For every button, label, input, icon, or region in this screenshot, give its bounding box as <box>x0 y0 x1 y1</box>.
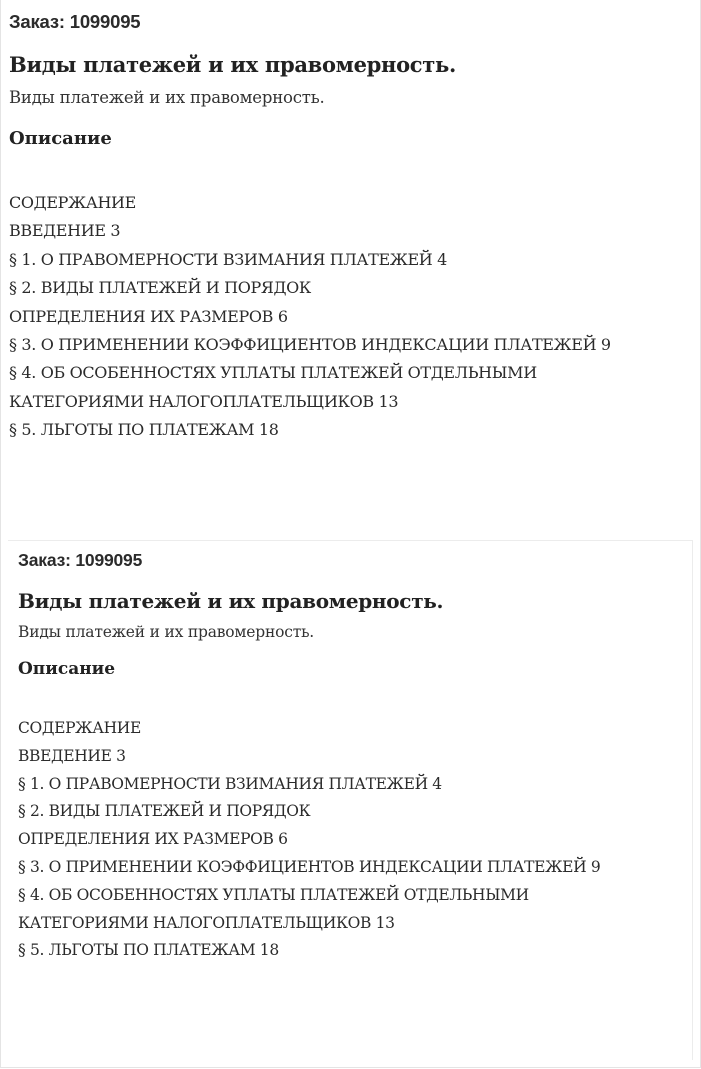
toc-item: ОПРЕДЕЛЕНИЯ ИХ РАЗМЕРОВ 6 <box>9 306 288 326</box>
order-number: Заказ: 1099095 <box>18 550 143 570</box>
toc-item: § 4. ОБ ОСОБЕННОСТЯХ УПЛАТЫ ПЛАТЕЖЕЙ ОТДЕЛЬНЫМИ <box>9 363 537 383</box>
toc-item: § 3. О ПРИМЕНЕНИИ КОЭФФИЦИЕНТОВ ИНДЕКСАЦИИ ПЛАТЕЖЕЙ 9 <box>9 335 611 355</box>
toc-item: § 3. О ПРИМЕНЕНИИ КОЭФФИЦИЕНТОВ ИНДЕКСАЦИИ ПЛАТЕЖЕЙ 9 <box>18 857 601 876</box>
toc-item: § 4. ОБ ОСОБЕННОСТЯХ УПЛАТЫ ПЛАТЕЖЕЙ ОТДЕЛЬНЫМИ <box>18 885 529 904</box>
toc-item: § 2. ВИДЫ ПЛАТЕЖЕЙ И ПОРЯДОК <box>9 278 311 298</box>
toc-item: § 2. ВИДЫ ПЛАТЕЖЕЙ И ПОРЯДОК <box>18 802 311 821</box>
document-card-primary <box>0 0 701 530</box>
toc-item: § 1. О ПРАВОМЕРНОСТИ ВЗИМАНИЯ ПЛАТЕЖЕЙ 4 <box>18 774 442 793</box>
description-heading: Описание <box>18 659 116 679</box>
toc-item: ВВЕДЕНИЕ 3 <box>9 221 121 241</box>
toc-item: § 5. ЛЬГОТЫ ПО ПЛАТЕЖАМ 18 <box>9 420 279 440</box>
toc-item: ОПРЕДЕЛЕНИЯ ИХ РАЗМЕРОВ 6 <box>18 830 288 849</box>
toc-item: КАТЕГОРИЯМИ НАЛОГОПЛАТЕЛЬЩИКОВ 13 <box>9 391 399 411</box>
document-subtitle: Виды платежей и их правомерность. <box>18 623 315 641</box>
toc-item: КАТЕГОРИЯМИ НАЛОГОПЛАТЕЛЬЩИКОВ 13 <box>18 913 395 932</box>
table-of-contents <box>18 715 692 965</box>
order-number: Заказ: 1099095 <box>9 11 141 32</box>
toc-item: ВВЕДЕНИЕ 3 <box>18 746 126 765</box>
toc-item: § 1. О ПРАВОМЕРНОСТИ ВЗИМАНИЯ ПЛАТЕЖЕЙ 4 <box>9 249 447 269</box>
description-heading: Описание <box>9 128 112 149</box>
toc-heading: СОДЕРЖАНИЕ <box>9 193 136 212</box>
toc-item: § 5. ЛЬГОТЫ ПО ПЛАТЕЖАМ 18 <box>18 941 279 960</box>
document-title: Виды платежей и их правомерность. <box>9 52 456 77</box>
toc-heading: СОДЕРЖАНИЕ <box>18 719 141 737</box>
table-of-contents <box>9 189 701 445</box>
document-title: Виды платежей и их правомерность. <box>18 589 444 613</box>
document-card-secondary <box>8 540 693 1060</box>
document-subtitle: Виды платежей и их правомерность. <box>9 88 325 107</box>
